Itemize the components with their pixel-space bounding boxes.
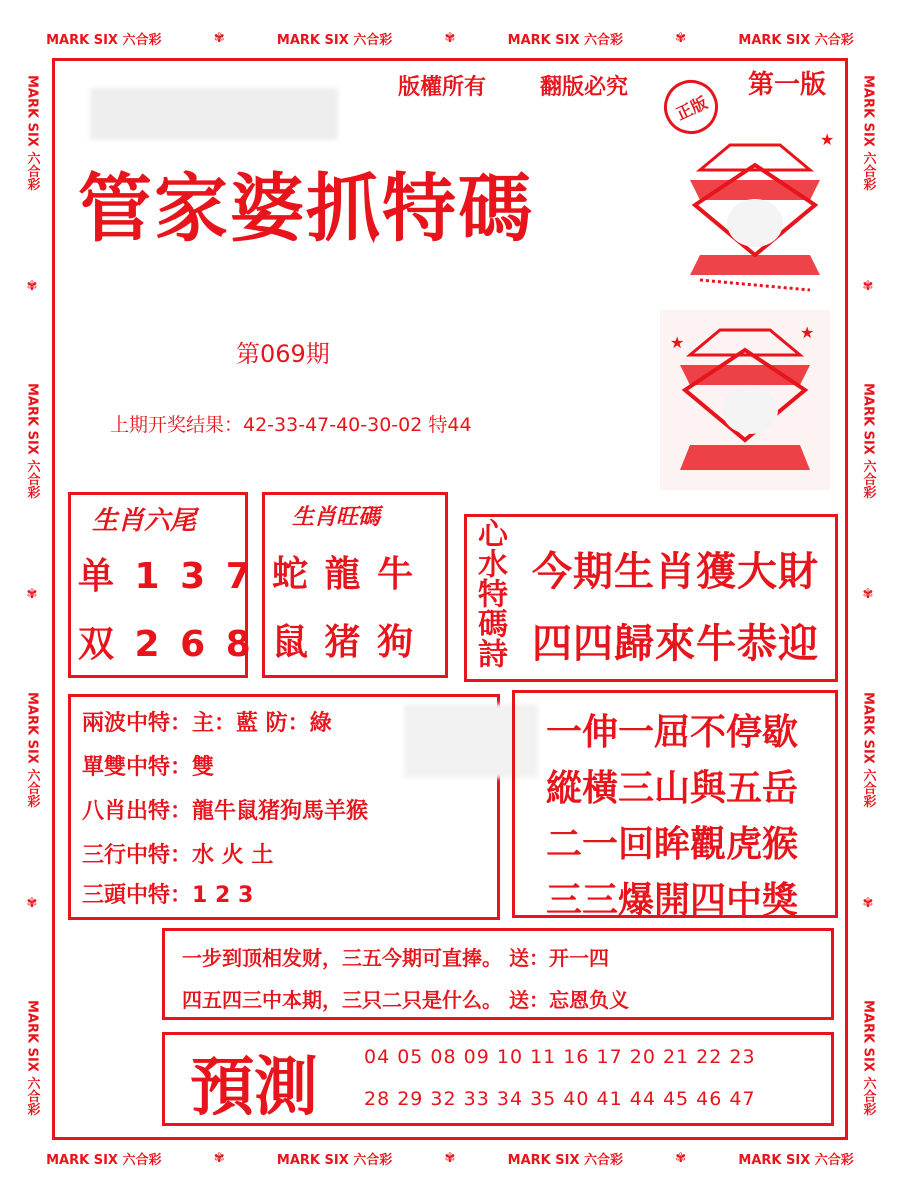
pick-value: 水 火 土 bbox=[192, 843, 274, 868]
pick-label: 三行中特： bbox=[82, 843, 193, 868]
border-text: MARK SIX 六合彩 bbox=[738, 1152, 854, 1168]
svg-text:★: ★ bbox=[820, 130, 835, 149]
predict-row-1: 04 05 08 09 10 11 16 17 20 21 22 23 bbox=[364, 1046, 756, 1068]
edition-text: 第一版 bbox=[748, 70, 827, 100]
zodiac-tail-heading: 生肖六尾 bbox=[92, 506, 197, 536]
border-text: MARK SIX 六合彩 bbox=[860, 383, 876, 499]
border-text: MARK SIX 六合彩 bbox=[24, 691, 40, 807]
zodiac-hot-heading: 生肖旺碼 bbox=[292, 504, 381, 530]
pick-value: 1 2 3 bbox=[192, 883, 254, 908]
riddle-line-1: 一步到顶相发财，三五今期可直捧。 送：开一四 bbox=[182, 946, 609, 970]
border-text: MARK SIX 六合彩 bbox=[860, 74, 876, 190]
zodiac-hot-row2: 鼠 猪 狗 bbox=[272, 622, 416, 663]
border-text: MARK SIX 六合彩 bbox=[860, 691, 876, 807]
blurred-logo bbox=[90, 88, 338, 140]
border-text: MARK SIX 六合彩 bbox=[507, 32, 624, 48]
border-right: MARK SIX 六合彩 ✾ MARK SIX 六合彩 ✾ MARK SIX 六合彩 ✾ MARK SIX 六合彩 bbox=[860, 74, 876, 1116]
border-bottom: MARK SIX 六合彩 ✾ MARK SIX 六合彩 ✾ MARK SIX 六合彩 ✾ MARK SIX 六合彩 bbox=[46, 1150, 854, 1168]
pick-value: 雙 bbox=[192, 755, 215, 780]
pick-row bbox=[82, 750, 214, 781]
zodiac-tail-odd: 单 1 3 7 bbox=[78, 556, 255, 597]
zodiac-hot-row1: 蛇 龍 牛 bbox=[272, 554, 416, 595]
last-result: 上期开奖结果：42-33-47-40-30-02 特44 bbox=[110, 414, 472, 436]
pick-row bbox=[82, 794, 368, 825]
verse-line: 三三爆開四中獎 bbox=[546, 880, 799, 921]
riddle-line-2: 四五四三中本期，三只二只是什么。 送：忘恩负义 bbox=[182, 988, 629, 1012]
border-text: MARK SIX 六合彩 bbox=[46, 1152, 162, 1168]
border-text: MARK SIX 六合彩 bbox=[507, 1152, 624, 1168]
border-left: MARK SIX 六合彩 ✾ MARK SIX 六合彩 ✾ MARK SIX 六合彩 ✾ MARK SIX 六合彩 bbox=[24, 74, 40, 1116]
copyright-text: 版權所有 bbox=[398, 74, 487, 100]
verse-line: 縱橫三山與五岳 bbox=[546, 768, 799, 809]
border-top: MARK SIX 六合彩 ✾ MARK SIX 六合彩 ✾ MARK SIX 六合彩 ✾ MARK SIX 六合彩 bbox=[46, 30, 854, 48]
pick-row bbox=[82, 878, 253, 909]
page-title: 管家婆抓特碼 bbox=[78, 166, 534, 252]
border-text: MARK SIX 六合彩 bbox=[46, 32, 162, 48]
pick-label: 八肖出特： bbox=[82, 799, 193, 824]
pick-row bbox=[82, 838, 273, 869]
predict-label: 預測 bbox=[190, 1050, 318, 1125]
pick-value: 龍牛鼠猪狗馬羊猴 bbox=[192, 799, 369, 824]
predict-row-2: 28 29 32 33 34 35 40 41 44 45 46 47 bbox=[364, 1088, 756, 1110]
pick-value: 主：藍 防：綠 bbox=[192, 711, 332, 736]
border-text: MARK SIX 六合彩 bbox=[860, 1000, 876, 1116]
issue-number: 第069期 bbox=[236, 340, 330, 368]
piracy-text: 翻版必究 bbox=[540, 74, 629, 100]
border-text: MARK SIX 六合彩 bbox=[24, 74, 40, 190]
lantern-top-icon bbox=[670, 125, 840, 305]
poem-line-1: 今期生肖獲大財 bbox=[532, 549, 819, 595]
border-text: MARK SIX 六合彩 bbox=[738, 32, 854, 48]
genuine-stamp: 正版 bbox=[655, 71, 727, 143]
border-text: MARK SIX 六合彩 bbox=[276, 32, 393, 48]
border-text: MARK SIX 六合彩 bbox=[24, 383, 40, 499]
pick-label: 兩波中特： bbox=[82, 711, 193, 736]
svg-text:★: ★ bbox=[800, 323, 815, 342]
zodiac-tail-even: 双 2 6 8 bbox=[78, 624, 255, 665]
svg-text:★: ★ bbox=[670, 333, 685, 352]
verse-line: 一伸一屈不停歇 bbox=[546, 712, 799, 753]
pick-label: 單雙中特： bbox=[82, 755, 193, 780]
lantern-bottom-icon bbox=[660, 310, 830, 490]
pick-label: 三頭中特： bbox=[82, 883, 193, 908]
verse-line: 二一回眸觀虎猴 bbox=[546, 824, 799, 865]
poem-line-2: 四四歸來牛恭迎 bbox=[532, 621, 819, 667]
border-text: MARK SIX 六合彩 bbox=[24, 1000, 40, 1116]
border-text: MARK SIX 六合彩 bbox=[276, 1152, 393, 1168]
poem-side-label: 心水特碼詩 bbox=[472, 518, 507, 668]
pick-row bbox=[82, 706, 332, 737]
